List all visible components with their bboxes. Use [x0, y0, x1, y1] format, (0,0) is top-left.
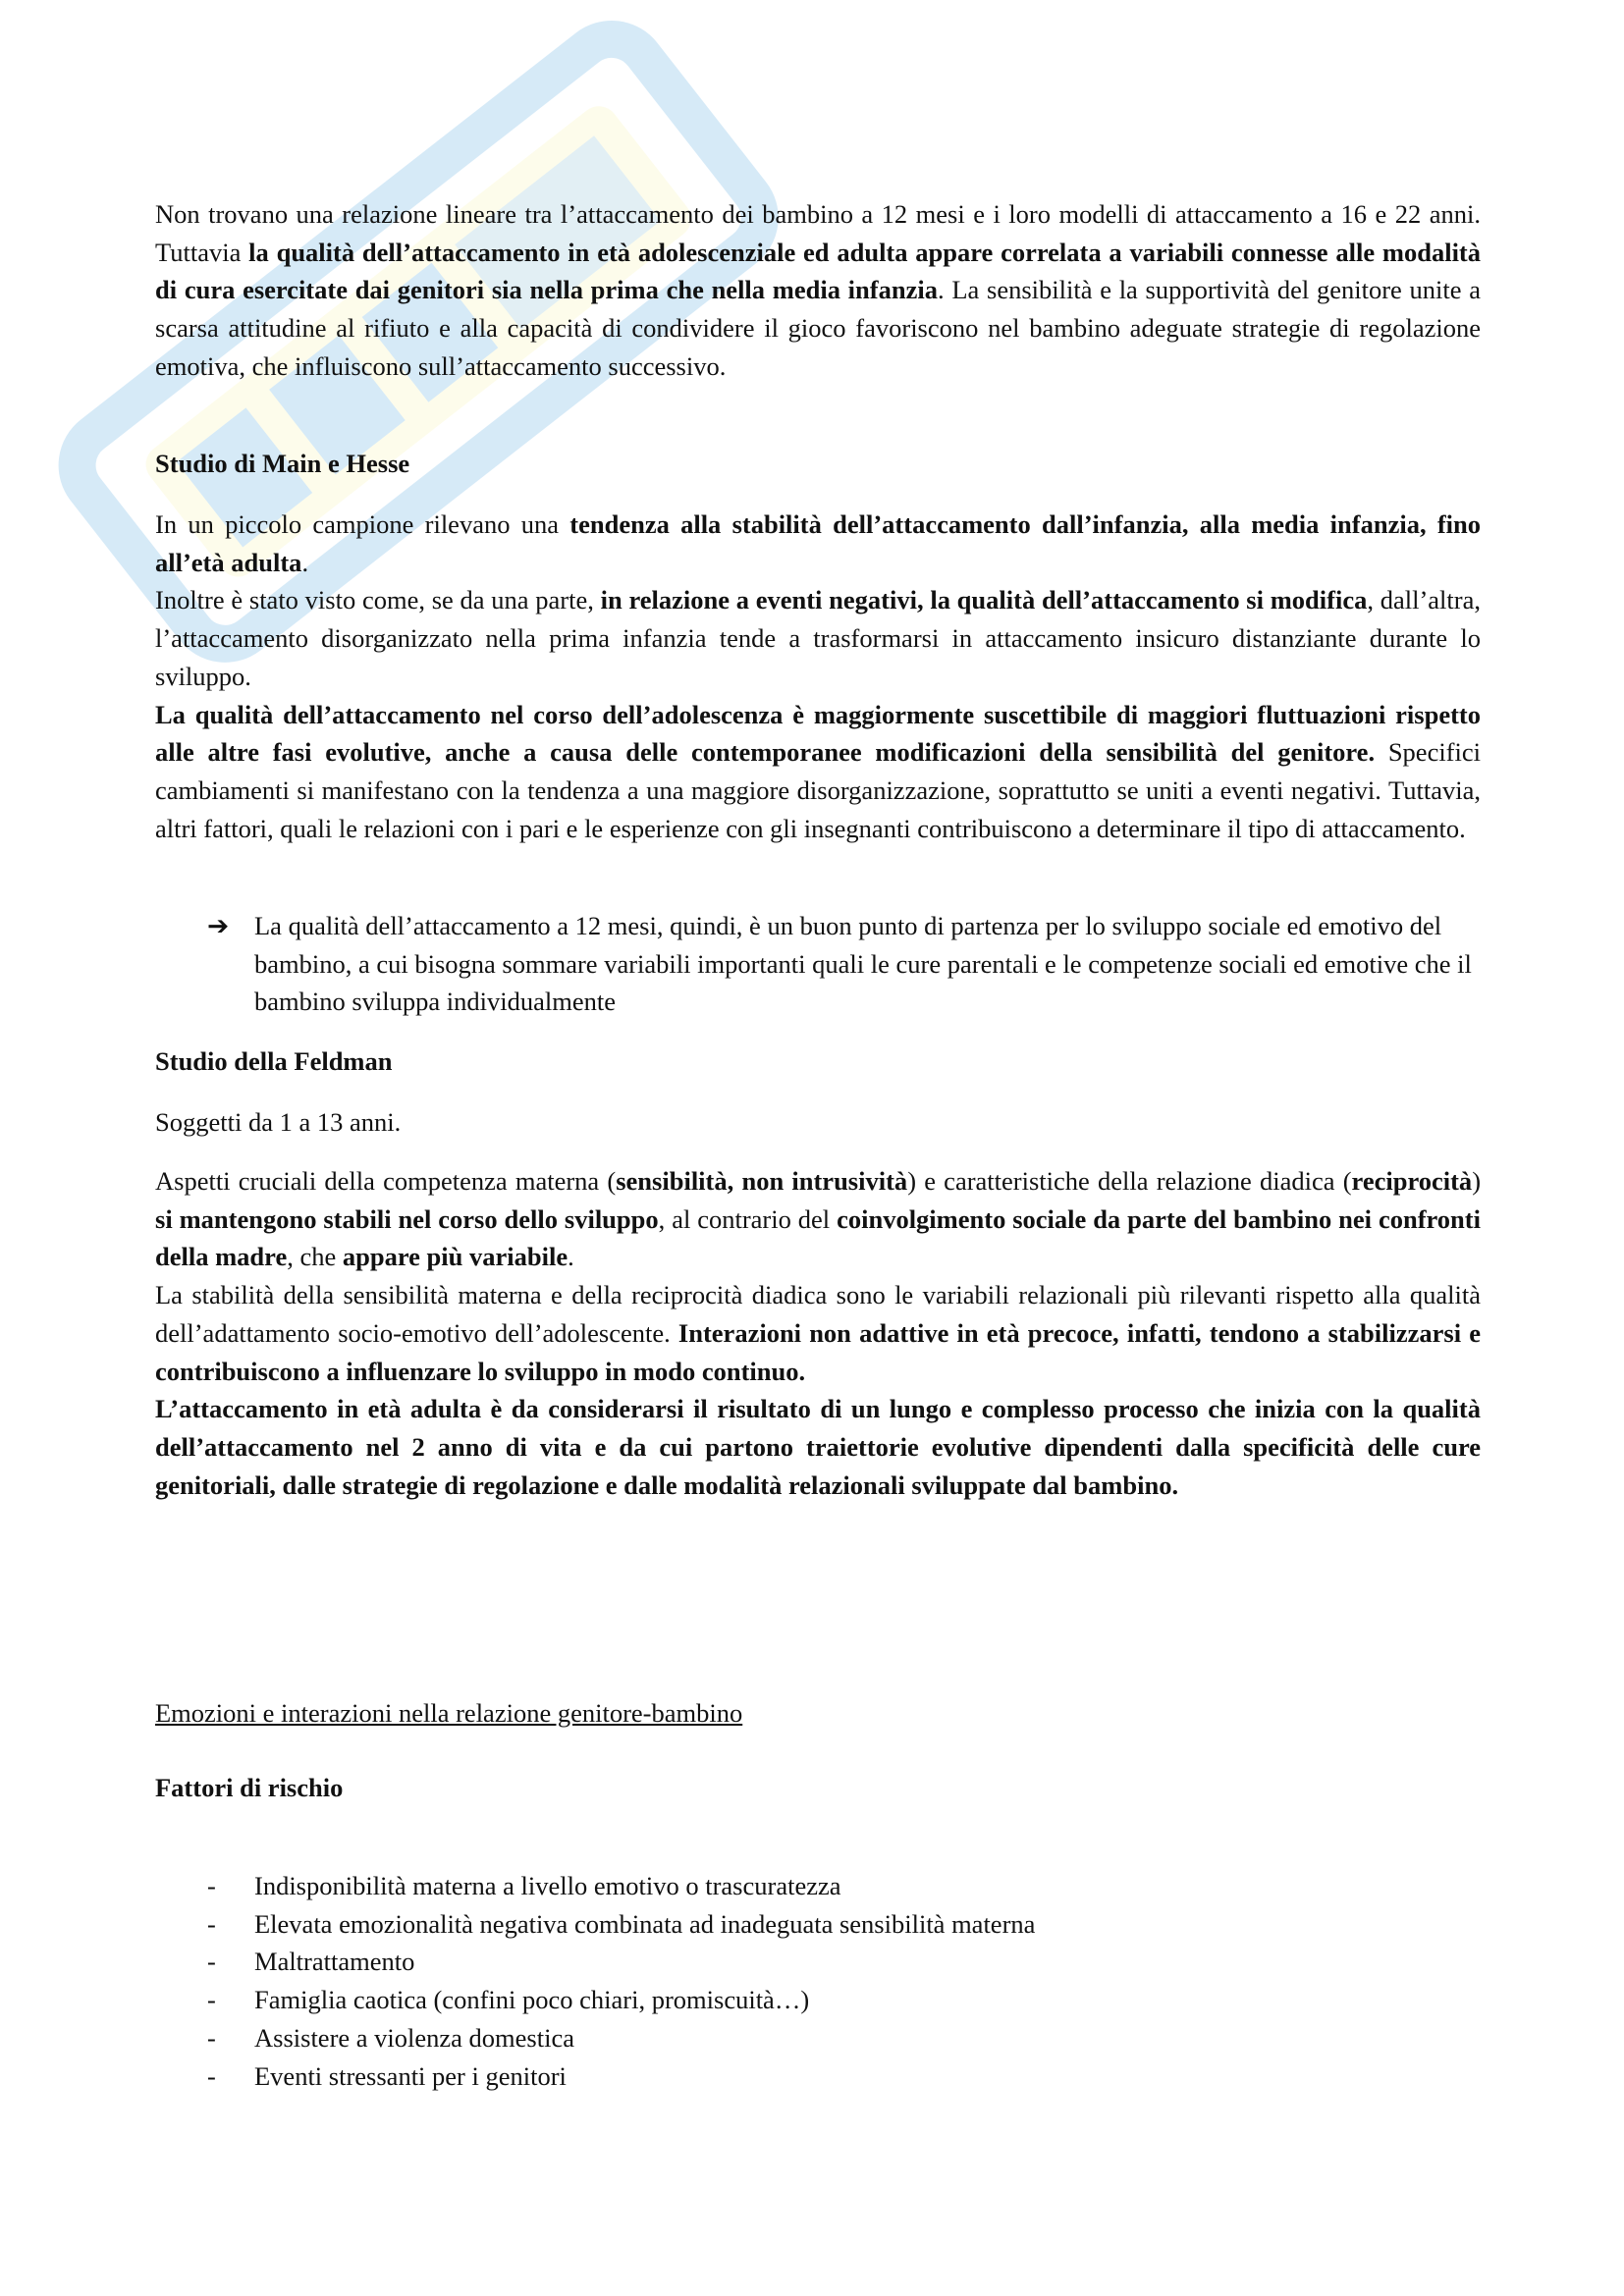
- text-run: , che: [287, 1242, 343, 1272]
- text-run: Non trovano una relazione lineare tra l’attaccamento dei bambino a 12 mesi e i loro modelli di attaccamento a 16 e 22 anni. Tuttavia: [155, 199, 1481, 267]
- bold-text-run: sensibilità, non intrusività: [616, 1166, 908, 1196]
- list-item-text: Elevata emozionalità negativa combinata ad inadeguata sensibilità materna: [254, 1908, 1036, 1939]
- text-run: Specifici cambiamenti si manifestano con la tendenza a una maggiore disorganizzazione, soprattutto se uniti a eventi negativi. Tuttavia, altri fattori, quali le relazioni con i pari e le esperienze con gli insegnanti contribuiscono a determinare il tipo di attaccamento.: [155, 737, 1481, 843]
- bold-text-run: La qualità dell’attaccamento nel corso dell’adolescenza è maggiormente suscettibile di maggiori fluttuazioni rispetto alle altre fasi evolutive, anche a causa delle contemporanee modificazioni della sensibilità del genitore.: [155, 699, 1481, 768]
- bold-text-run: si mantengono stabili nel corso dello sviluppo: [155, 1203, 659, 1234]
- paragraph-adolescence: [155, 696, 1481, 848]
- text-run: La stabilità della sensibilità materna e della reciprocità diadica sono le variabili relazionali più rilevanti rispetto alla qualità dell’adattamento socio-emotivo dell’adolescente.: [155, 1280, 1481, 1348]
- heading-feldman: Studio della Feldman: [155, 1046, 393, 1076]
- subjects-age-range: Soggetti da 1 a 13 anni.: [155, 1107, 402, 1137]
- list-item-text: Maltrattamento: [254, 1947, 415, 1977]
- main-hesse-section: [155, 506, 1481, 847]
- arrow-conclusion-item: [207, 907, 1481, 1021]
- text-run: Aspetti cruciali della competenza materna (: [155, 1166, 617, 1196]
- dash-bullet-icon: -: [207, 2022, 216, 2053]
- list-item-text: Assistere a violenza domestica: [254, 2022, 574, 2053]
- paragraph-negative-events: [155, 581, 1481, 695]
- intro-paragraph: [155, 195, 1481, 386]
- bold-text-run: tendenza alla stabilità dell’attaccamento dall’infanzia, alla media infanzia, fino all’età adulta: [155, 509, 1482, 577]
- dash-bullet-icon: -: [207, 1908, 216, 1939]
- paragraph-maternal-competence: [155, 1162, 1481, 1276]
- arrow-right-icon: ➔: [207, 911, 230, 940]
- list-item-text: Famiglia caotica (confini poco chiari, promiscuità…): [254, 1985, 810, 2015]
- text-run: . La sensibilità e la supportività del genitore unite a scarsa attitudine al rifiuto e alla capacità di condividere il gioco favoriscono nel bambino adeguate strategie di regolazione emotiva, che influiscono sull’attaccamento successivo.: [155, 275, 1481, 381]
- paragraph-adult-attachment: [155, 1390, 1481, 1504]
- arrow-conclusion-text: La qualità dell’attaccamento a 12 mesi, quindi, è un buon punto di partenza per lo sviluppo sociale ed emotivo del bambino, a cui bisogna sommare variabili importanti quali le cure parentali e le competenze sociali ed emotive che il bambino sviluppa individualmente: [254, 911, 1472, 1017]
- text-run: In un piccolo campione rilevano una: [155, 509, 570, 539]
- paragraph-stability: [155, 506, 1481, 581]
- list-item: [207, 2057, 1481, 2096]
- bold-text-run: coinvolgimento sociale da parte del bambino nei confronti della madre: [155, 1203, 1481, 1272]
- bold-text-run: reciprocità: [1351, 1166, 1473, 1196]
- list-item: [207, 1867, 1481, 1905]
- bold-text-run: Interazioni non adattive in età precoce, infatti, tendono a stabilizzarsi e contribuiscono a influenzare lo sviluppo in modo continuo.: [155, 1317, 1481, 1386]
- dash-bullet-icon: -: [207, 2060, 216, 2091]
- risk-factors-list: [207, 1867, 1481, 2095]
- list-item: [207, 1943, 1481, 1981]
- list-item: [207, 1905, 1481, 1944]
- bold-text-run: L’attaccamento in età adulta è da considerarsi il risultato di un lungo e complesso processo che inizia con la qualità dell’attaccamento nel 2 anno di vita e da cui partono traiettorie evolutive dipendenti dalla specificità delle cure genitoriali, dalle strategie di regolazione e dalle modalità relazionali sviluppate dal bambino.: [155, 1394, 1481, 1500]
- bold-text-run: la qualità dell’attaccamento in età adolescenziale ed adulta appare correlata a variabili connesse alle modalità di cura esercitate dai genitori sia nella prima che nella media infanzia: [155, 237, 1482, 305]
- text-run: Inoltre è stato visto come, se da una parte,: [155, 585, 601, 615]
- list-item-text: Indisponibilità materna a livello emotivo o trascuratezza: [254, 1871, 841, 1900]
- text-run: .: [568, 1242, 574, 1272]
- dash-bullet-icon: -: [207, 1985, 216, 2015]
- paragraph-attachment-continuity: [155, 195, 1481, 386]
- dash-bullet-icon: -: [207, 1871, 216, 1900]
- paragraph-stability-relevance: [155, 1276, 1481, 1390]
- feldman-section: [155, 1162, 1481, 1504]
- text-run: , dall’altra, l’attaccamento disorganizzato nella prima infanzia tende a trasformarsi in attaccamento insicuro distanziante durante lo sviluppo.: [155, 585, 1481, 691]
- text-run: , al contrario del: [658, 1203, 838, 1234]
- list-item: [207, 1981, 1481, 2019]
- list-item-text: Eventi stressanti per i genitori: [254, 2060, 567, 2091]
- bold-text-run: appare più variabile: [342, 1242, 568, 1272]
- dash-bullet-icon: -: [207, 1947, 216, 1977]
- text-run: ): [1472, 1166, 1482, 1196]
- text-run: ) e caratteristiche della relazione diadica (: [907, 1166, 1352, 1196]
- text-run: .: [301, 547, 309, 577]
- heading-risk-factors: Fattori di rischio: [155, 1773, 344, 1802]
- heading-main-hesse: Studio di Main e Hesse: [155, 449, 410, 478]
- bold-text-run: in relazione a eventi negativi, la qualità dell’attaccamento si modifica: [600, 585, 1368, 615]
- list-item: [207, 2019, 1481, 2057]
- section-title-emotions: Emozioni e interazioni nella relazione genitore-bambino: [155, 1698, 743, 1728]
